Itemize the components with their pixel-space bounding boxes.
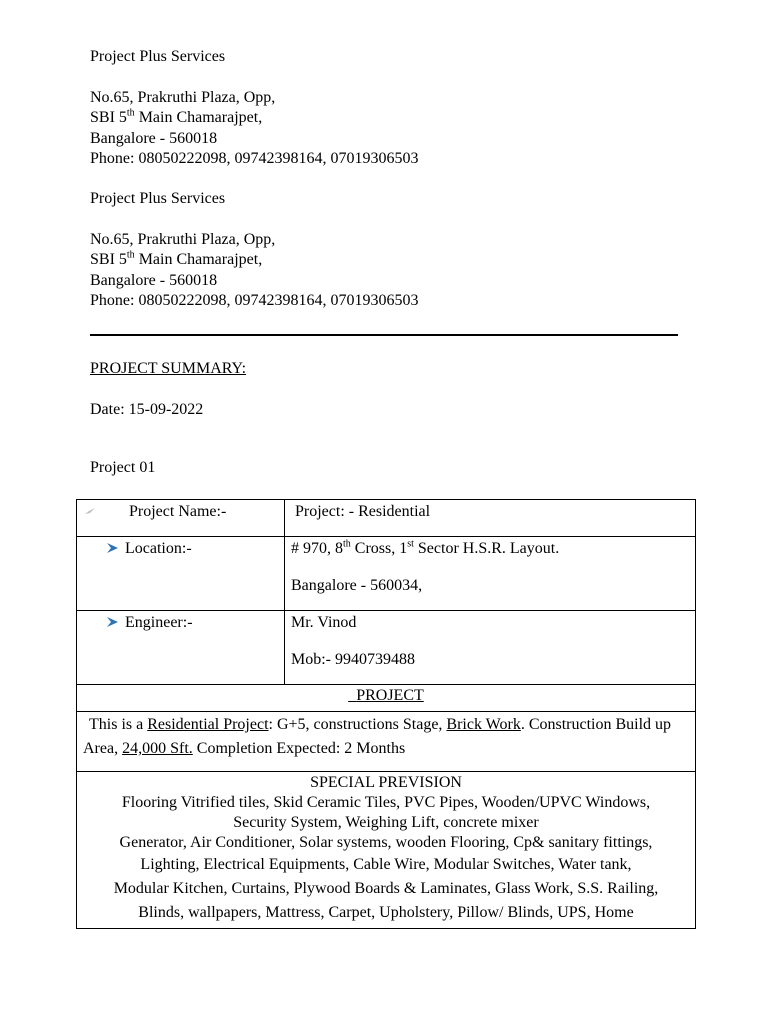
location-label: Location:- xyxy=(125,540,192,557)
summary-date: Date: 15-09-2022 xyxy=(90,401,204,418)
company-name: Project Plus Services xyxy=(90,48,226,65)
table-row xyxy=(77,772,696,929)
address-line-2: SBI 5th Main Chamarajpet, xyxy=(90,107,263,126)
arrow-right-icon xyxy=(105,615,119,629)
special-line-3: Generator, Air Conditioner, Solar systems, wooden Flooring, Cp& sanitary fittings, xyxy=(119,834,653,851)
project-name-label: Project Name:- xyxy=(129,503,227,520)
address-line-1: No.65, Prakruthi Plaza, Opp, xyxy=(90,230,276,248)
project-name-label-cell xyxy=(77,500,285,537)
project-header: PROJECT xyxy=(356,687,424,704)
engineer-label-cell xyxy=(77,611,285,685)
project-description-cell xyxy=(77,712,696,772)
engineer-value-cell xyxy=(285,611,696,685)
address-line-2: SBI 5th Main Chamarajpet, xyxy=(90,249,263,268)
special-line-5: Modular Kitchen, Curtains, Plywood Boards & Laminates, Glass Work, S.S. Railing, xyxy=(113,880,659,897)
project-name-value-cell xyxy=(285,500,696,537)
table-row xyxy=(77,500,696,537)
engineer-label: Engineer:- xyxy=(125,614,193,631)
summary-heading: PROJECT SUMMARY: xyxy=(90,360,247,377)
special-provision-cell xyxy=(77,772,696,929)
phone-line: Phone: 08050222098, 09742398164, 07019306503 xyxy=(90,150,419,167)
table-row xyxy=(77,537,696,611)
address-block-1 xyxy=(90,47,418,170)
address-line-3: Bangalore - 560018 xyxy=(90,271,218,289)
horizontal-divider xyxy=(90,334,678,336)
address-line-1: No.65, Prakruthi Plaza, Opp, xyxy=(90,88,276,106)
project-number: Project 01 xyxy=(90,459,156,476)
special-line-4: Lighting, Electrical Equipments, Cable Wire, Modular Switches, Water tank, xyxy=(140,856,632,873)
phone-line: Phone: 08050222098, 09742398164, 07019306503 xyxy=(90,292,419,309)
special-line-1: Flooring Vitrified tiles, Skid Ceramic Tiles, PVC Pipes, Wooden/UPVC Windows, xyxy=(121,794,651,811)
project-description: This is a Residential Project: G+5, constructions Stage, Brick Work. Construction Build up Area, 24,000 Sft. Completion Expected: 2 Months xyxy=(83,716,672,757)
table-row xyxy=(77,611,696,685)
special-line-6: Blinds, wallpapers, Mattress, Carpet, Upholstery, Pillow/ Blinds, UPS, Home xyxy=(138,904,634,921)
check-mark-icon xyxy=(83,505,97,519)
project-name-value: Project: - Residential xyxy=(295,503,431,520)
location-value-cell xyxy=(285,537,696,611)
address-line-3: Bangalore - 560018 xyxy=(90,129,218,147)
engineer-mobile: Mob:- 9940739488 xyxy=(291,651,415,668)
special-line-2: Security System, Weighing Lift, concrete mixer xyxy=(233,814,539,831)
special-provision-header: SPECIAL PREVISION xyxy=(310,774,462,791)
company-name: Project Plus Services xyxy=(90,190,226,207)
location-line-2: Bangalore - 560034, xyxy=(291,577,423,594)
arrow-right-icon xyxy=(105,541,119,555)
table-row xyxy=(77,712,696,772)
location-line-1: # 970, 8th Cross, 1st Sector H.S.R. Layout. xyxy=(291,538,560,557)
engineer-name: Mr. Vinod xyxy=(291,614,357,631)
project-header-cell xyxy=(77,685,696,712)
location-label-cell xyxy=(77,537,285,611)
address-block-2 xyxy=(90,189,418,312)
table-row xyxy=(77,685,696,712)
project-table xyxy=(76,499,696,929)
